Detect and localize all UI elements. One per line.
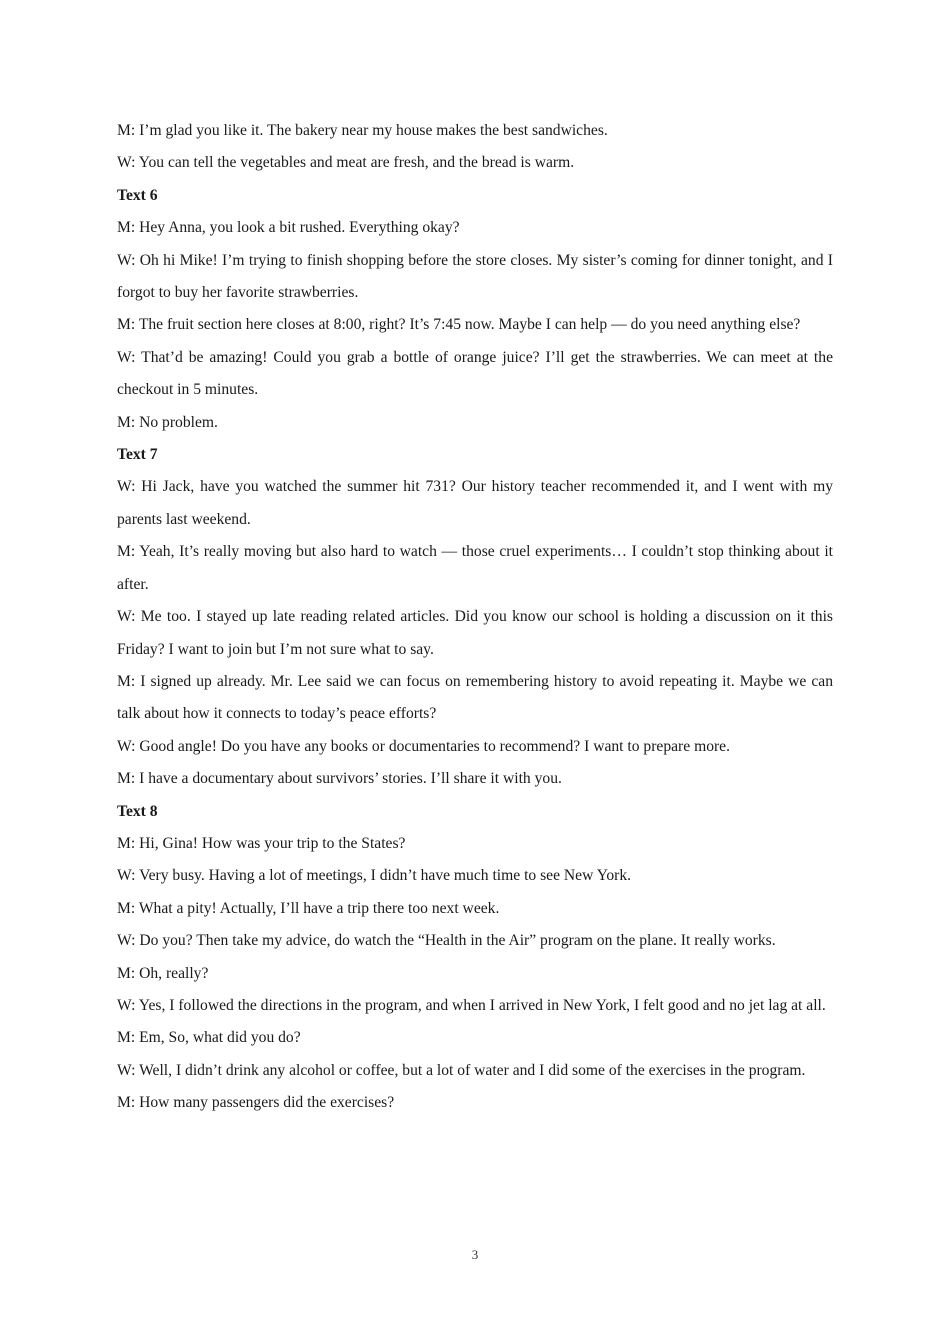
dialogue-line: M: I’m glad you like it. The bakery near my house makes the best sandwiches. [117, 122, 608, 139]
dialogue-line: M: I signed up already. Mr. Lee said we can focus on remembering history to avoid repeating it. Maybe we can talk about how it connects to today’s peace efforts? [117, 672, 833, 723]
dialogue-line: M: Hi, Gina! How was your trip to the States? [117, 834, 406, 852]
page-number: 3 [471, 1247, 479, 1262]
dialogue-line: M: Yeah, It’s really moving but also hard to watch — those cruel experiments… I couldn’t stop thinking about it after. [117, 543, 833, 593]
section-heading-text-7: Text 7 [117, 446, 158, 464]
dialogue-line: W: Well, I didn’t drink any alcohol or coffee, but a lot of water and I did some of the exercises in the program. [117, 1061, 806, 1079]
section-heading-text-6: Text 6 [117, 186, 158, 204]
dialogue-line: M: Hey Anna, you look a bit rushed. Everything okay? [117, 219, 460, 237]
dialogue-line: M: Em, So, what did you do? [117, 1029, 301, 1047]
section-heading-text-8: Text 8 [117, 802, 158, 820]
dialogue-line: M: Oh, really? [117, 964, 209, 982]
dialogue-line: W: Me too. I stayed up late reading related articles. Did you know our school is holding a discussion on it this Friday? I want to join but I’m not sure what to say. [117, 608, 833, 658]
dialogue-line: W: Hi Jack, have you watched the summer hit 731? Our history teacher recommended it, and I went with my parents last weekend. [117, 478, 833, 528]
dialogue-line: M: I have a documentary about survivors’ stories. I’ll share it with you. [117, 770, 562, 788]
dialogue-line: M: No problem. [117, 413, 218, 431]
dialogue-line: M: How many passengers did the exercises? [117, 1094, 395, 1112]
dialogue-line: M: What a pity! Actually, I’ll have a trip there too next week. [117, 899, 500, 917]
dialogue-line: W: Do you? Then take my advice, do watch the “Health in the Air” program on the plane. It really works. [117, 932, 776, 950]
dialogue-line: W: Very busy. Having a lot of meetings, I didn’t have much time to see New York. [117, 867, 632, 885]
dialogue-line: W: Oh hi Mike! I’m trying to finish shopping before the store closes. My sister’s coming for dinner tonight, and I forgot to buy her favorite strawberries. [117, 251, 833, 302]
dialogue-line: M: The fruit section here closes at 8:00, right? It’s 7:45 now. Maybe I can help — do you need anything else? [117, 316, 801, 334]
dialogue-line: W: Good angle! Do you have any books or documentaries to recommend? I want to prepare more. [117, 737, 731, 755]
dialogue-line: W: You can tell the vegetables and meat are fresh, and the bread is warm. [117, 154, 575, 172]
dialogue-line: W: Yes, I followed the directions in the program, and when I arrived in New York, I felt good and no jet lag at all. [117, 996, 826, 1014]
document-body [117, 115, 833, 1120]
dialogue-line: W: That’d be amazing! Could you grab a bottle of orange juice? I’ll get the strawberries. We can meet at the checkout in 5 minutes. [117, 348, 833, 399]
